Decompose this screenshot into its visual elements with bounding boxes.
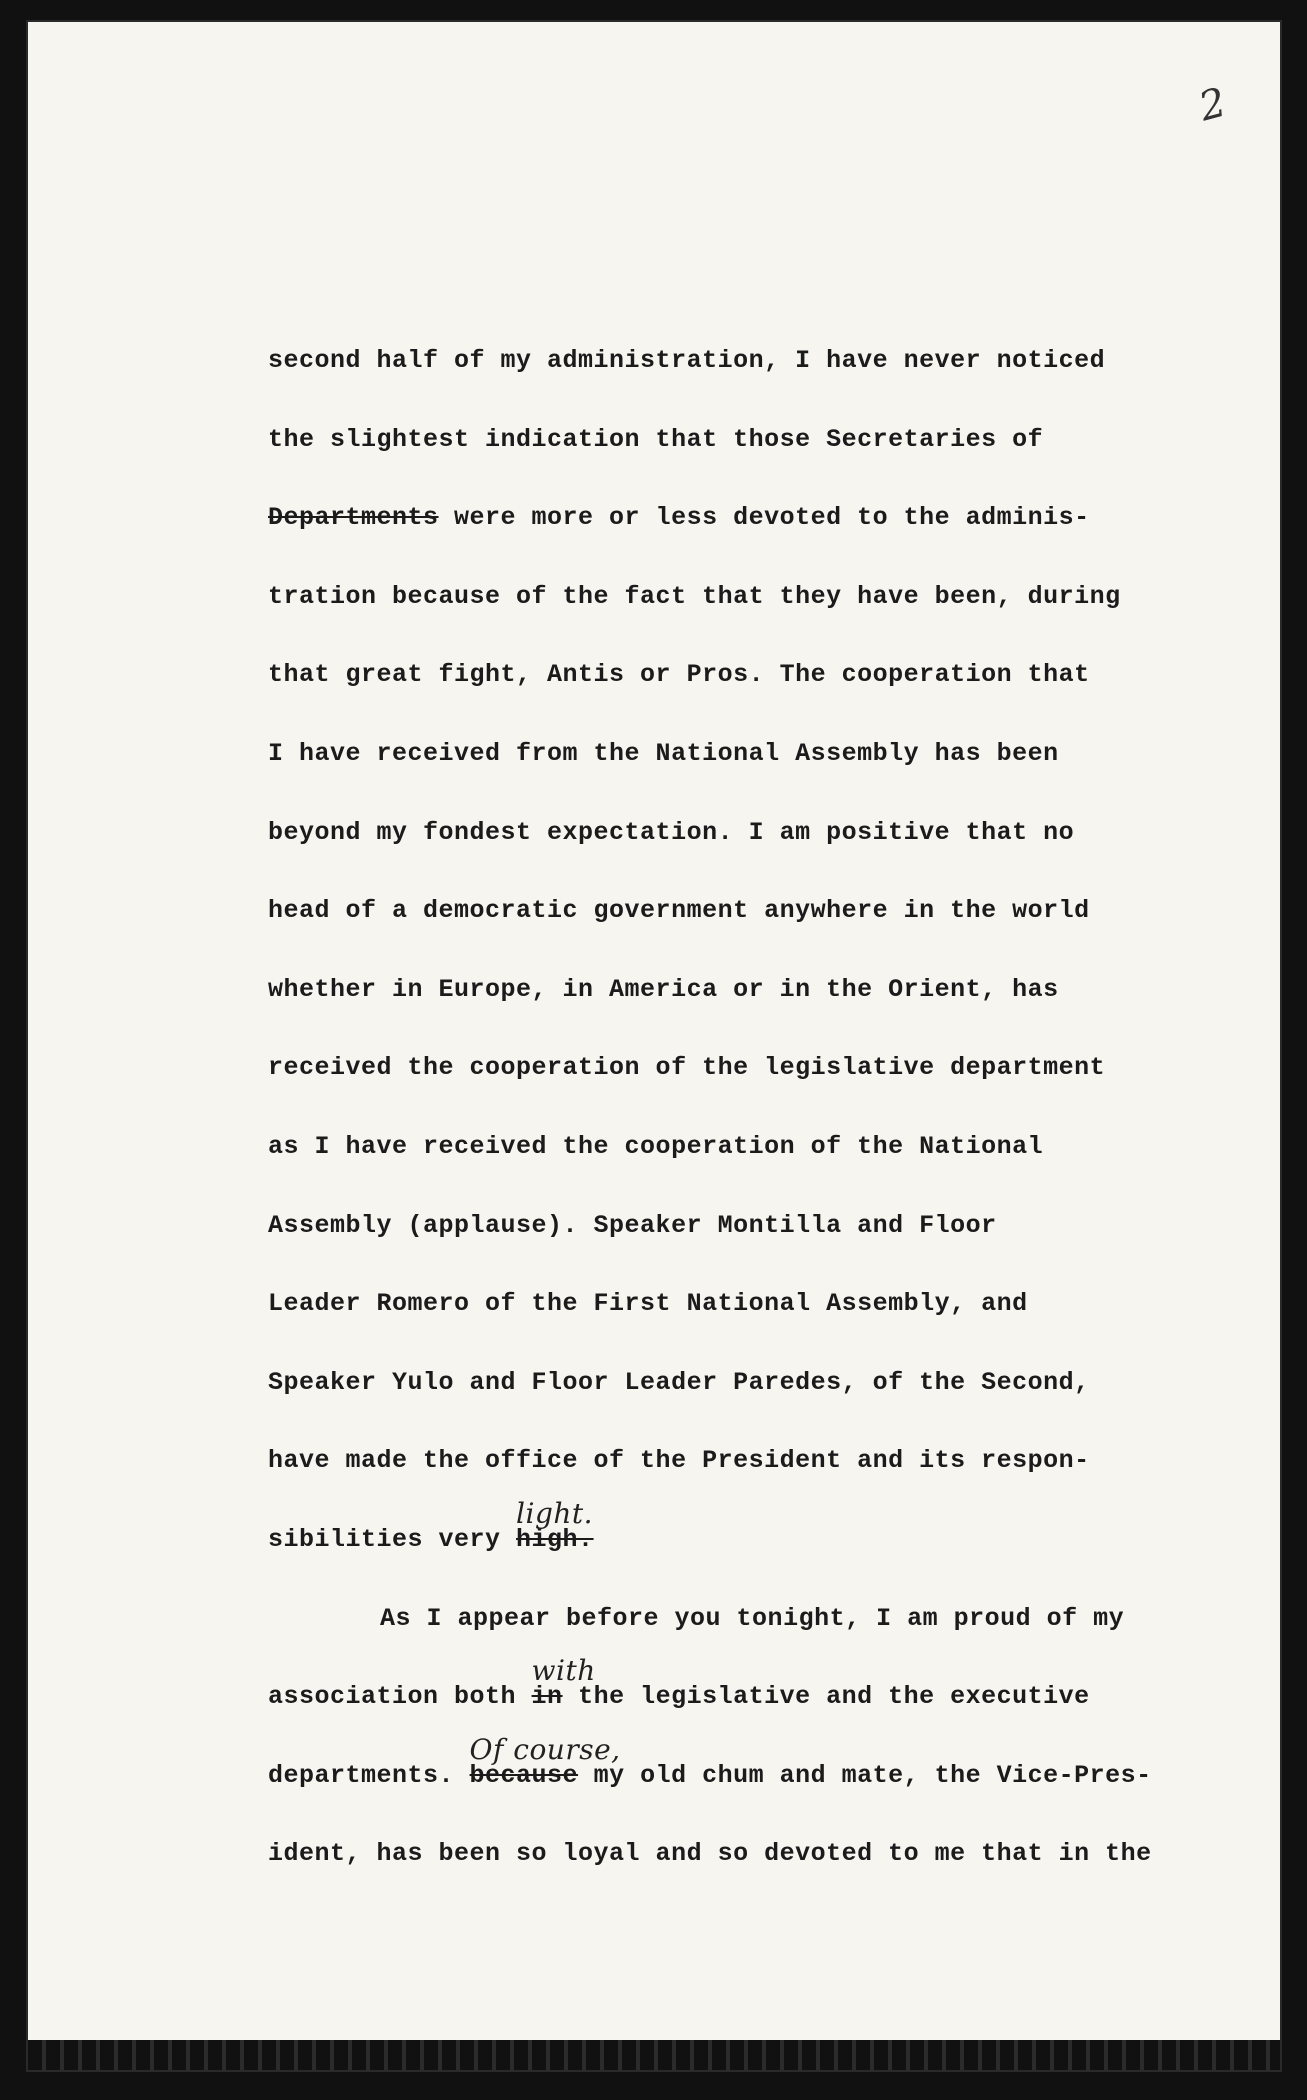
handwritten-correction: [516, 1496, 594, 1580]
text-span: were more or less devoted to the adminis-: [438, 503, 1090, 533]
text-span: departments.: [268, 1760, 470, 1790]
corrected-word-legislative: legislative: [764, 1053, 935, 1083]
text-line: whether in Europe, in America or in the Orient, has: [268, 974, 1059, 1004]
text-line: [268, 1029, 1218, 1108]
text-line: beyond my fondest expectation. I am positive that no: [268, 817, 1075, 847]
corrected-word: Departments: [268, 503, 439, 533]
text-span: association both: [268, 1682, 532, 1712]
text-line: that great fight, Antis or Pros. The cooperation that: [268, 660, 1090, 690]
text-line: the slightest indication that those Secretaries of: [268, 424, 1044, 454]
text-line: head of a democratic government anywhere in the world: [268, 896, 1090, 926]
handwritten-insert: with: [531, 1654, 596, 1688]
corrected-word-department: department: [950, 1053, 1106, 1083]
text-line: as I have received the cooperation of the National: [268, 1131, 1044, 1161]
text-span: received the cooperation of the: [268, 1053, 765, 1083]
text-line: have made the office of the President and its respon-: [268, 1446, 1090, 1476]
text-line: [268, 479, 1218, 558]
text-line: Assembly (applause). Speaker Montilla and Floor: [268, 1210, 997, 1240]
text-line: Speaker Yulo and Floor Leader Paredes, of the Second,: [268, 1367, 1090, 1397]
text-line: [268, 1654, 1218, 1737]
handwritten-correction: [469, 1732, 621, 1816]
text-span: my old chum and mate, the Vice-Pres-: [578, 1760, 1152, 1790]
text-line: second half of my administration, I have never noticed: [268, 346, 1106, 375]
text-line: I have received from the National Assembly has been: [268, 738, 1059, 768]
text-line: [268, 1496, 1218, 1580]
document-page: [28, 22, 1280, 2070]
handwritten-insert: Of course,: [469, 1732, 621, 1766]
handwritten-page-number: 2: [1194, 79, 1231, 131]
struck-word: because: [469, 1760, 579, 1790]
handwritten-insert: light.: [516, 1496, 594, 1530]
text-line: Leader Romero of the First National Assembly, and: [268, 1289, 1028, 1319]
text-span: sibilities very: [268, 1524, 517, 1554]
text-line-paragraph-start: As I appear before you tonight, I am proud of my: [380, 1603, 1125, 1633]
struck-word: high.: [516, 1524, 594, 1554]
text-span: the legislative and the executive: [562, 1682, 1090, 1712]
speech-text: [268, 322, 1218, 1894]
film-edge-decoration: [28, 2040, 1280, 2070]
text-line: ident, has been so loyal and so devoted to me that in the: [268, 1839, 1152, 1869]
text-line: [268, 1732, 1218, 1816]
text-line: tration because of the fact that they have been, during: [268, 581, 1121, 611]
struck-word: in: [531, 1682, 563, 1712]
text-span: [935, 1053, 951, 1082]
